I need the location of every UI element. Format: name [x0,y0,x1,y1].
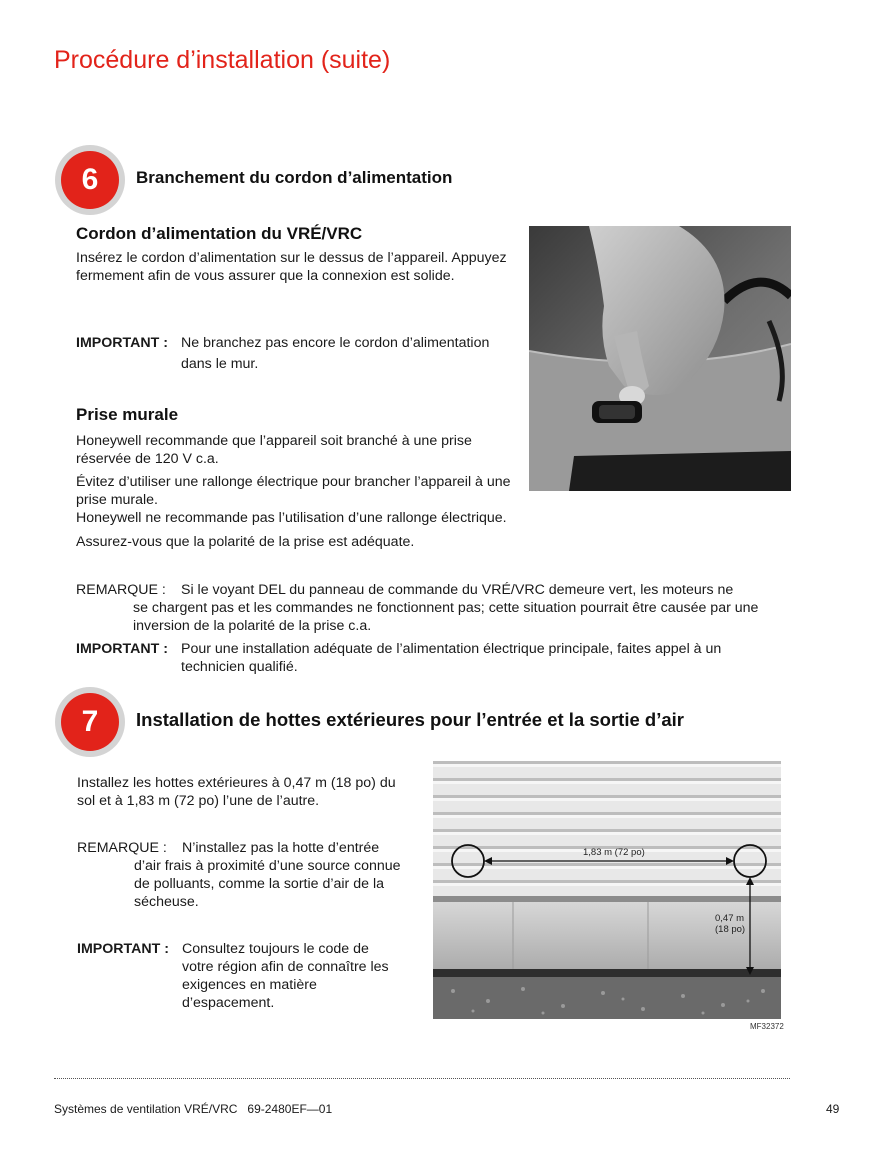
step-6-badge [55,145,125,215]
step-7-heading: Installation de hottes extérieures pour l’entrée et la sortie d’air [136,709,684,730]
cord-heading: Cordon d’alimentation du VRÉ/VRC [76,224,363,243]
step-6-note-label: REMARQUE : [76,582,166,598]
step-7-note-label: REMARQUE : [77,840,167,856]
page-title: Procédure d’installation (suite) [54,46,391,74]
cord-important-line1: Ne branchez pas encore le cordon d’alimentation [181,335,490,351]
outlet-paragraph-2b: Honeywell ne recommande pas l’utilisation d’une rallonge électrique. [76,510,507,526]
step-7-badge [55,687,125,757]
cord-text: Insérez le cordon d’alimentation sur le dessus de l’appareil. Appuyez fermement afin de vous assurer que la connexion est solide. [76,250,507,284]
figure-id: MF32372 [750,1022,784,1031]
vertical-spacing-label-2: (18 po) [715,924,746,935]
outlet-paragraph-1: Honeywell recommande que l’appareil soit branché à une prise réservée de 120 V c.a. [76,433,472,467]
power-cord-illustration [529,226,791,491]
outlet-paragraph-3: Assurez-vous que la polarité de la prise est adéquate. [76,534,415,550]
hood-spacing-photo [433,761,781,1019]
step-6-important-text: Pour une installation adéquate de l’alimentation électrique principale, faites appel à un technicien qualifié. [181,641,722,675]
step-7-number: 7 [61,693,119,751]
vertical-spacing-label-1: 0,47 m [715,913,745,924]
step-7-note-continued: d’air frais à proximité d’une source connue de polluants, comme la sortie d’air de la sécheuse. [134,858,401,910]
step-7-important-label: IMPORTANT : [77,941,169,957]
step-7-important-text: Consultez toujours le code de votre région afin de connaître les exigences en matière d’espacement. [182,941,389,1011]
footer-divider [54,1078,790,1079]
outlet-heading: Prise murale [76,405,179,424]
cord-important-label: IMPORTANT : [76,335,168,351]
step-6-note-first-line: Si le voyant DEL du panneau de commande du VRÉ/VRC demeure vert, les moteurs ne [181,582,734,598]
step-6-note-continued: se chargent pas et les commandes ne fonctionnent pas; cette situation pourrait être causée par une inversion de la polarité de la prise c.a. [133,600,759,634]
step-6-heading: Branchement du cordon d’alimentation [136,168,453,187]
cord-important-line2: dans le mur. [181,356,259,372]
step-6-number: 6 [61,151,119,209]
hood-placement-text: Installez les hottes extérieures à 0,47 m (18 po) du sol et à 1,83 m (72 po) l’une de l’autre. [77,775,396,809]
outlet-paragraph-2a: Évitez d’utiliser une rallonge électrique pour brancher l’appareil à une prise murale. [76,474,511,508]
step-7-note-first-line: N’installez pas la hotte d’entrée [182,840,380,856]
page-number: 49 [826,1102,840,1116]
footer-document-id: Systèmes de ventilation VRÉ/VRC 69-2480EF—01 [54,1102,333,1116]
step-6-important-label: IMPORTANT : [76,641,168,657]
power-cord-photo [529,226,791,491]
horizontal-spacing-label: 1,83 m (72 po) [583,847,645,858]
hood-spacing-diagram [433,761,781,1019]
